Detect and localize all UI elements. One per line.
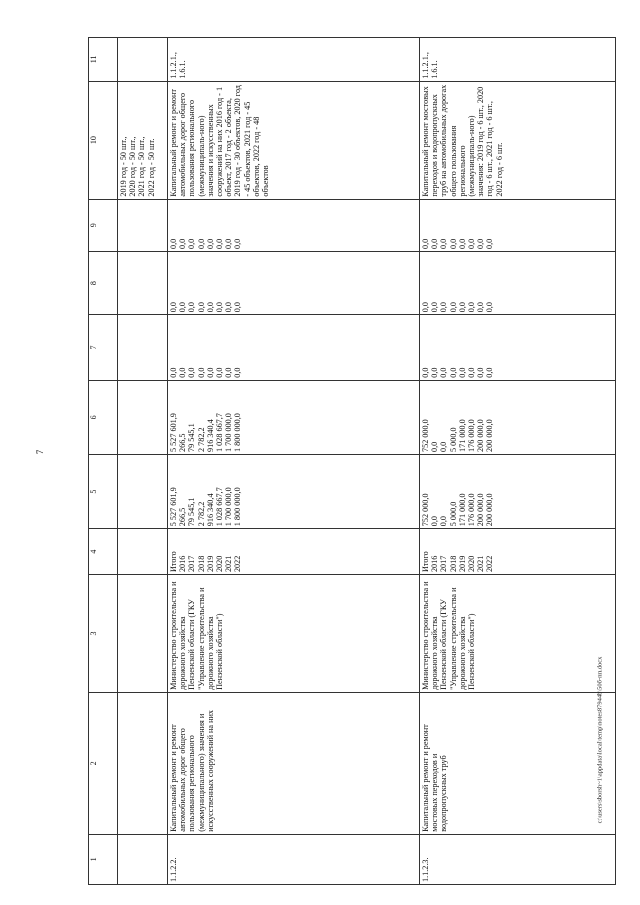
col-num-1: 1 bbox=[89, 834, 118, 884]
col-num-2: 2 bbox=[89, 692, 118, 834]
row-name: Капитальный ремонт и ремонт автомобильных дорог общего пользования регионального (межмуниципального) значения и искусственных сооружений на них bbox=[168, 692, 420, 834]
row-col9: 0,0 0,0 0,0 0,0 0,0 0,0 0,0 0,0 bbox=[420, 199, 616, 251]
col-num-9: 9 bbox=[89, 199, 118, 251]
row-ref: 1.1.2.1., 1.6.1. bbox=[420, 38, 616, 82]
table-row bbox=[168, 38, 420, 885]
row-col6: 5 527 601,9 266,5 79 545,1 2 782,2 916 340,4 1 028 667,7 1 700 000,0 1 800 000,0 bbox=[168, 380, 420, 454]
footer-file-path: c:\users\sborsh~1\appdata\local\temp\notes87944b\50б-пп.docx bbox=[596, 656, 604, 824]
col-num-11: 11 bbox=[89, 38, 118, 82]
col-num-5: 5 bbox=[89, 454, 118, 528]
col-num-6: 6 bbox=[89, 380, 118, 454]
program-table bbox=[88, 37, 616, 885]
carry-cell bbox=[118, 575, 168, 693]
row-col8: 0,0 0,0 0,0 0,0 0,0 0,0 0,0 0,0 bbox=[420, 251, 616, 314]
row-name: Капитальный ремонт и ремонт мостовых переходов и водопропускных труб bbox=[420, 692, 616, 834]
row-col5: 752 000,0 0,0 0,0 5 000,0 171 000,0 176 000,0 200 000,0 200 000,0 bbox=[420, 454, 616, 528]
carry-cell bbox=[118, 380, 168, 454]
carry-cell bbox=[118, 199, 168, 251]
row-years: Итого 2016 2017 2018 2019 2020 2021 2022 bbox=[420, 529, 616, 575]
row-col5: 5 527 601,9 266,5 79 545,1 2 782,2 916 340,4 1 028 667,7 1 700 000,0 1 800 000,0 bbox=[168, 454, 420, 528]
row-ref: 1.1.2.1., 1.6.1. bbox=[168, 38, 420, 82]
row-col8: 0,0 0,0 0,0 0,0 0,0 0,0 0,0 0,0 bbox=[168, 251, 420, 314]
col-num-4: 4 bbox=[89, 529, 118, 575]
row-executor: Министерство строительства и дорожного хозяйства Пензенской области (ГКУ "Управление строительства и дорожного хозяйства Пензенской области") bbox=[168, 575, 420, 693]
row-code: 1.1.2.3. bbox=[420, 834, 616, 884]
row-col7: 0,0 0,0 0,0 0,0 0,0 0,0 0,0 0,0 bbox=[168, 315, 420, 380]
table-row bbox=[420, 38, 616, 885]
row-col6: 752 000,0 0,0 0,0 5 000,0 171 000,0 176 000,0 200 000,0 200 000,0 bbox=[420, 380, 616, 454]
carry-cell bbox=[118, 315, 168, 380]
row-indicator: Капитальный ремонт мостовых переходов и водопропускных труб на автомобильных дорогах общего пользования регионального (межмуниципаль-ного) значения: 2019 год - 6 шт., 2020 год - 6 шт., 2021 год - 6 шт., 2022 год - 6 шт. bbox=[420, 81, 616, 199]
col-num-10: 10 bbox=[89, 81, 118, 199]
page-number: 7 bbox=[35, 449, 45, 455]
carry-cell bbox=[118, 38, 168, 82]
col-num-3: 3 bbox=[89, 575, 118, 693]
carry-over-row bbox=[118, 38, 168, 885]
row-years: Итого 2016 2017 2018 2019 2020 2021 2022 bbox=[168, 529, 420, 575]
carry-cell bbox=[118, 692, 168, 834]
carry-cell bbox=[118, 834, 168, 884]
row-col7: 0,0 0,0 0,0 0,0 0,0 0,0 0,0 0,0 bbox=[420, 315, 616, 380]
col-num-8: 8 bbox=[89, 251, 118, 314]
carry-cell bbox=[118, 251, 168, 314]
row-code: 1.1.2.2. bbox=[168, 834, 420, 884]
row-indicator: Капитальный ремонт и ремонт автомобильных дорог общего пользования регионального (межмуниципаль-ного) значения и искусственных сооружений на них 2016 год - 1 объект, 2017 год - 2 объекта, 2019 год - 30 объектов, 2020 год - 45 объектов, 2021 год - 45 объектов, 2022 год - 48 объектов bbox=[168, 81, 420, 199]
row-col9: 0,0 0,0 0,0 0,0 0,0 0,0 0,0 0,0 bbox=[168, 199, 420, 251]
col-num-7: 7 bbox=[89, 315, 118, 380]
carry-cell bbox=[118, 454, 168, 528]
row-executor: Министерство строительства и дорожного хозяйства Пензенской области (ГКУ "Управление строительства и дорожного хозяйства Пензенской области") bbox=[420, 575, 616, 693]
carry-indicator: 2019 год - 50 шт., 2020 год - 50 шт., 2021 год - 50 шт., 2022 год - 50 шт. bbox=[118, 81, 168, 199]
column-number-row bbox=[89, 38, 118, 885]
rotated-table-sheet bbox=[88, 37, 588, 885]
carry-cell bbox=[118, 529, 168, 575]
